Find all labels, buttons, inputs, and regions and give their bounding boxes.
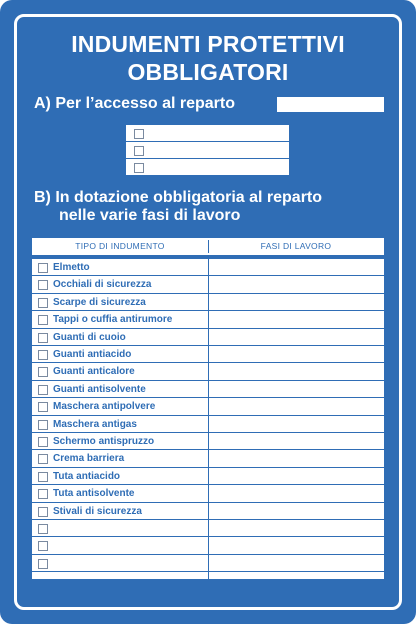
sign-title-line2: OBBLIGATORI [127,59,289,85]
checkbox[interactable] [38,402,48,412]
access-row [126,125,289,142]
column-header-tipo: TIPO DI INDUMENTO [75,241,165,251]
checkbox[interactable] [38,350,48,360]
table-row [32,520,384,537]
checkbox[interactable] [38,437,48,447]
row-label: Schermo antispruzzo [53,436,155,447]
table-row [32,433,384,450]
row-label: Guanti anticalore [53,366,135,378]
table-row [32,294,384,311]
table-row [32,398,384,415]
column-header-fasi: FASI DI LAVORO [260,241,332,251]
table-row [32,381,384,398]
row-label: Elmetto [53,262,90,273]
access-row [126,159,289,176]
checkbox[interactable] [38,541,48,551]
checkbox[interactable] [38,367,48,377]
access-row [126,142,289,159]
section-b-label-line1: B) In dotazione obbligatoria al reparto [34,189,323,206]
table-row [32,450,384,467]
checkbox[interactable] [38,315,48,325]
table-row [32,416,384,433]
checkbox[interactable] [38,524,48,534]
checkbox[interactable] [38,420,48,430]
row-label: Maschera antigas [53,418,137,430]
table-row [32,259,384,276]
checkbox[interactable] [38,385,48,395]
sign-title-line1: INDUMENTI PROTETTIVI [71,31,345,57]
checkbox[interactable] [38,559,48,569]
section-b-label-line2: nelle varie fasi di lavoro [59,207,241,224]
table-row [32,276,384,293]
table-row [32,311,384,328]
table-row [32,503,384,520]
section-a-label: A) Per l’accesso al reparto [34,95,235,112]
checkbox[interactable] [134,146,144,156]
checkbox[interactable] [38,507,48,517]
table-row [32,329,384,346]
checkbox[interactable] [134,163,144,173]
checkbox[interactable] [38,489,48,499]
checkbox[interactable] [38,454,48,464]
checkbox[interactable] [38,280,48,290]
row-label: Occhiali di sicurezza [53,279,152,291]
access-checklist [125,124,290,176]
checkbox[interactable] [38,333,48,343]
row-label: Tappi o cuffia antirumore [53,314,173,326]
row-label: Guanti antiacido [53,349,132,360]
table-row [32,468,384,485]
table-row [32,537,384,554]
row-label: Tuta antiacido [53,470,121,482]
checkbox[interactable] [38,298,48,308]
checkbox[interactable] [38,263,48,273]
row-label: Crema barriera [53,453,125,465]
checkbox[interactable] [134,129,144,139]
table-row [32,485,384,502]
table-row [32,363,384,380]
checkbox[interactable] [38,472,48,482]
row-label: Maschera antipolvere [53,401,156,413]
ppe-table [32,238,384,579]
row-label: Scarpe di sicurezza [53,296,146,308]
reparto-blank-field [277,97,384,112]
row-label: Guanti di cuoio [53,331,126,343]
row-label: Tuta antisolvente [53,488,135,500]
row-label: Stivali di sicurezza [53,505,142,517]
table-row [32,346,384,363]
row-label: Guanti antisolvente [53,383,146,395]
table-row [32,555,384,572]
